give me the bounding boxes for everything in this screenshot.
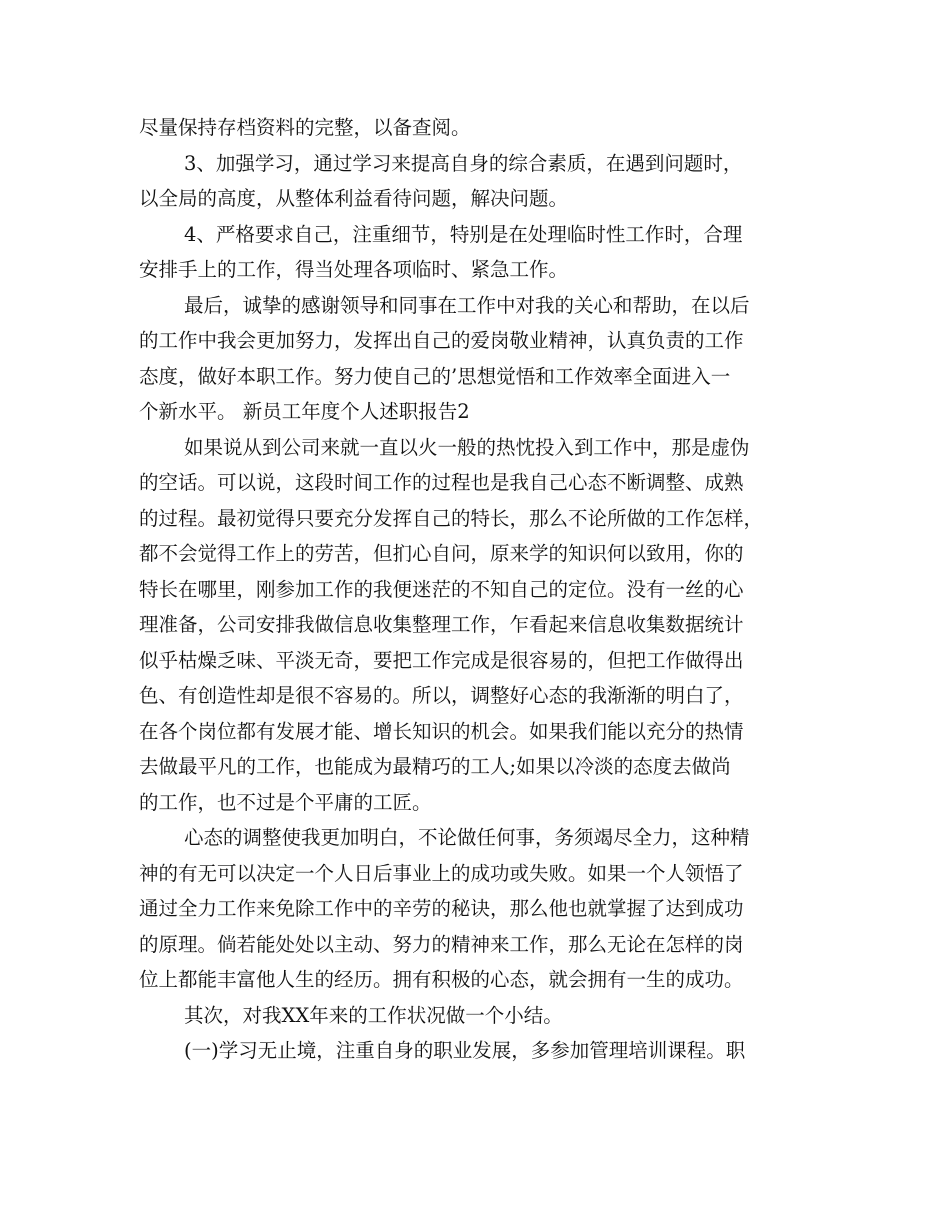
text-line: 都不会觉得工作上的劳苦，但扪心自问，原来学的知识何以致用，你的 xyxy=(139,542,744,565)
text-line: 的工作中我会更加努力，发挥出自己的爱岗敬业精神，认真负责的工作 xyxy=(139,329,744,352)
text-line: 如果说从到公司来就一直以火一般的热忱投入到工作中，那是虚伪 xyxy=(184,435,750,459)
text-line: 以全局的高度，从整体利益看待问题，解决问题。 xyxy=(139,187,569,210)
text-line: 其次，对我XX年来的工作状况做一个小结。 xyxy=(184,1003,563,1027)
text-line: 尽量保持存档资料的完整，以备查阅。 xyxy=(139,116,471,139)
text-line: 似乎枯燥乏味、平淡无奇，要把工作完成是很容易的，但把工作做得出 xyxy=(139,648,744,672)
text-line: 色、有创造性却是很不容易的。所以，调整好心态的我渐渐的明白了， xyxy=(139,684,744,707)
text-line: 神的有无可以决定一个人日后事业上的成功或失败。如果一个人领悟了 xyxy=(139,861,744,885)
text-line: 理准备，公司安排我做信息收集整理工作，乍看起来信息收集数据统计 xyxy=(139,613,744,636)
text-line: 去做最平凡的工作，也能成为最精巧的工人;如果以冷淡的态度去做尚 xyxy=(139,755,731,778)
document-body xyxy=(139,110,839,1069)
text-line: 态度，做好本职工作。努力使自己的’思想觉悟和工作效率全面进入一 xyxy=(139,364,731,388)
text-line: 通过全力工作来免除工作中的辛劳的秘诀，那么他也就掌握了达到成功 xyxy=(139,897,744,920)
text-line: 最后，诚挚的感谢领导和同事在工作中对我的关心和帮助，在以后 xyxy=(184,293,750,317)
text-line: 的空话。可以说，这段时间工作的过程也是我自己心态不断调整、成熟 xyxy=(139,471,744,494)
text-line: 个新水平。 新员工年度个人述职报告2 xyxy=(139,400,470,423)
text-line: 的工作，也不过是个平庸的工匠。 xyxy=(139,790,432,814)
text-line: 安排手上的工作，得当处理各项临时、紧急工作。 xyxy=(139,258,569,281)
text-line: 的原理。倘若能处处以主动、努力的精神来工作，那么无论在怎样的岗 xyxy=(139,932,744,956)
text-line: 位上都能丰富他人生的经历。拥有积极的心态，就会拥有一生的成功。 xyxy=(139,968,744,991)
text-line: 在各个岗位都有发展才能、增长知识的机会。如果我们能以充分的热情 xyxy=(139,719,744,743)
text-line: 特长在哪里，刚参加工作的我便迷茫的不知自己的定位。没有一丝的心 xyxy=(139,577,744,601)
text-line: 心态的调整使我更加明白，不论做任何事，务须竭尽全力，这种精 xyxy=(184,826,750,849)
text-line: 3、加强学习，通过学习来提高自身的综合素质，在遇到问题时， xyxy=(184,151,743,175)
text-line: (一)学习无止境，注重自身的职业发展，多参加管理培训课程。职 xyxy=(184,1039,746,1062)
text-line: 4、严格要求自己，注重细节，特别是在处理临时性工作时，合理 xyxy=(184,222,743,246)
text-line: 的过程。最初觉得只要充分发挥自己的特长，那么不论所做的工作怎样， xyxy=(139,506,764,530)
